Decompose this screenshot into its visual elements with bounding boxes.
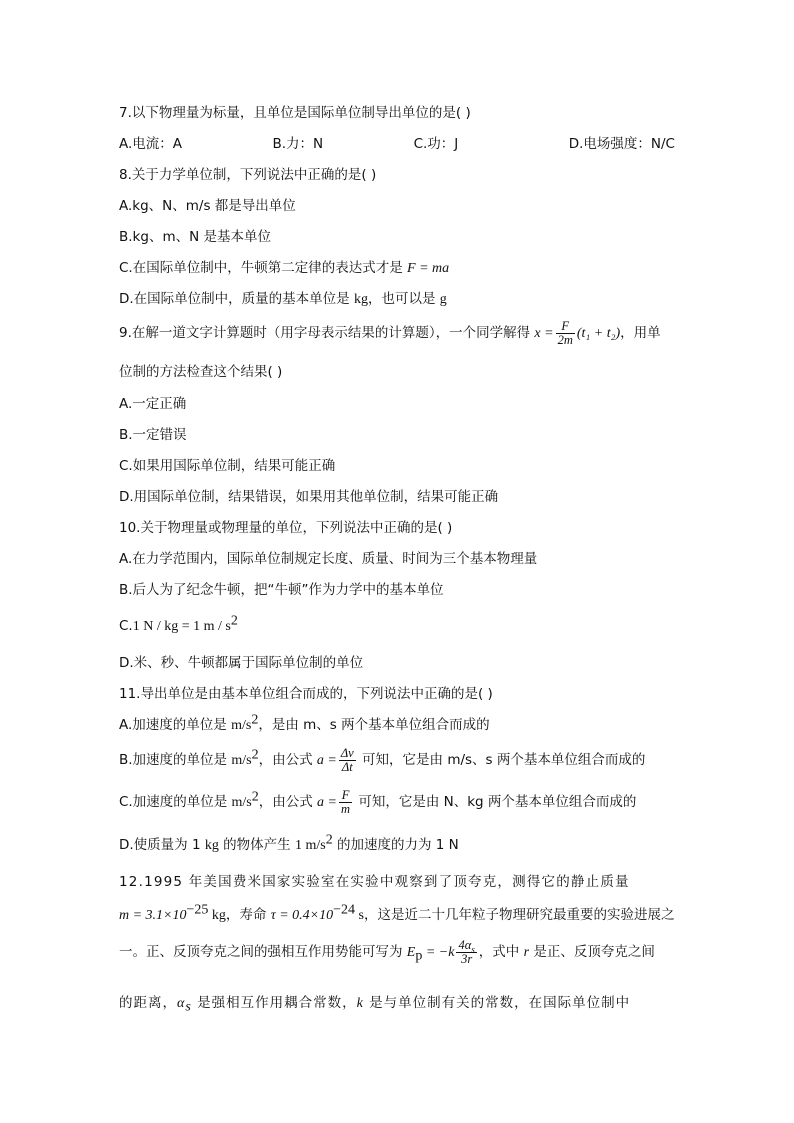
q12-line4: 的距离，$\alpha_s$ 是强相互作用耦合常数，k 是与单位制有关的常数，在国际单位制中 (119, 995, 631, 1015)
q9-option-c: C.如果用国际单位制，结果可能正确 (119, 458, 336, 474)
q12-line3: 一。正、反顶夸克之间的强相互作用势能可写为 $E_p = -k$ $\frac{4\alpha_s}{3r}$ ，式中 r 是正、反顶夸克之间 (119, 937, 655, 966)
acceleration-definition-fraction: $\frac{\Delta v}{\Delta t}$ (340, 745, 354, 774)
q9-stem-line2: 位制的方法检查这个结果( ) (119, 364, 283, 380)
unit-equation: 1 N / kg = 1 m / s (132, 619, 231, 634)
top-quark-lifetime: τ = 0.4×10 (270, 908, 334, 923)
q12-line2: $m = 3.1\times 10^{-25}$ kg，寿命 $\tau = 0.4\times 10^{-24}$ s，这是近二十几年粒子物理研究最重要的实验进展之 (119, 902, 675, 923)
potential-energy-fraction: $\frac{4\alpha_s}{3r}$ (458, 937, 475, 966)
q7-option-c: C.功：J (413, 136, 459, 152)
q9-option-a: A.一定正确 (119, 396, 187, 412)
q8-option-a: A.kg、N、m/s 都是导出单位 (119, 198, 296, 214)
q8-stem: 8.关于力学单位制，下列说法中正确的是( ) (119, 167, 377, 183)
q10-option-a: A.在力学范围内，国际单位制规定长度、质量、时间为三个基本物理量 (119, 551, 538, 567)
newton-second-law-formula: F = ma (407, 261, 450, 276)
q10-option-c: C.1 N / kg = 1 m / $s^2$ (119, 613, 238, 634)
q10-option-d: D.米、秒、牛顿都属于国际单位制的单位 (119, 655, 364, 671)
q9-option-d: D.用国际单位制，结果错误，如果用其他单位制，结果可能正确 (119, 489, 499, 505)
q12-line1: 12.1995 年美国费米国家实验室在实验中观察到了顶夸克，测得它的静止质量 (119, 874, 630, 890)
q8-option-b: B.kg、m、N 是基本单位 (119, 229, 271, 245)
q8-option-c: C.在国际单位制中，牛顿第二定律的表达式才是 F = ma (119, 260, 450, 276)
q10-option-b: B.后人为了纪念牛顿，把“牛顿”作为力学中的基本单位 (119, 582, 444, 598)
q7-option-a: A.电流：A (119, 136, 183, 152)
q11-stem: 11.导出单位是由基本单位组合而成的，下列说法中正确的是( ) (119, 686, 493, 702)
q11-option-b: B.加速度的单位是 $m/s^2$，由公式 a = $\frac{\Delta v}{\Delta t}$ 可知，它是由 m/s、s 两个基本单位组合而成的 (119, 745, 646, 774)
newton-law-fraction: $\frac{F}{m}$ (341, 787, 351, 816)
q7-option-b: B.力：N (272, 136, 324, 152)
top-quark-mass: m = 3.1×10 (119, 908, 187, 923)
q7-option-d: D.电场强度：N/C (568, 136, 675, 152)
q9-stem: 9.在解一道文字计算题时（用字母表示结果的计算题），一个同学解得 x = $\frac{F}{2m}$ (t₁ + t₂)，用单 (119, 318, 661, 347)
q11-option-d: D.使质量为 1 kg 的物体产生 1 $m/s^2$ 的加速度的力为 1 N (119, 832, 459, 853)
q9-fraction: $\frac{F}{2m}$ (557, 318, 573, 347)
q11-option-a: A.加速度的单位是 $m/s^2$，是由 m、s 两个基本单位组合而成的 (119, 712, 490, 733)
q7-options (119, 135, 675, 153)
q10-stem: 10.关于物理量或物理量的单位，下列说法中正确的是( ) (119, 520, 453, 536)
q9-option-b: B.一定错误 (119, 427, 187, 443)
q7-stem: 7.以下物理量为标量，且单位是国际单位制导出单位的是( ) (119, 105, 471, 121)
q8-option-d: D.在国际单位制中，质量的基本单位是 kg，也可以是 g (119, 291, 447, 307)
q11-option-c: C.加速度的单位是 $m/s^2$，由公式 a = $\frac{F}{m}$ 可知，它是由 N、kg 两个基本单位组合而成的 (119, 787, 637, 816)
